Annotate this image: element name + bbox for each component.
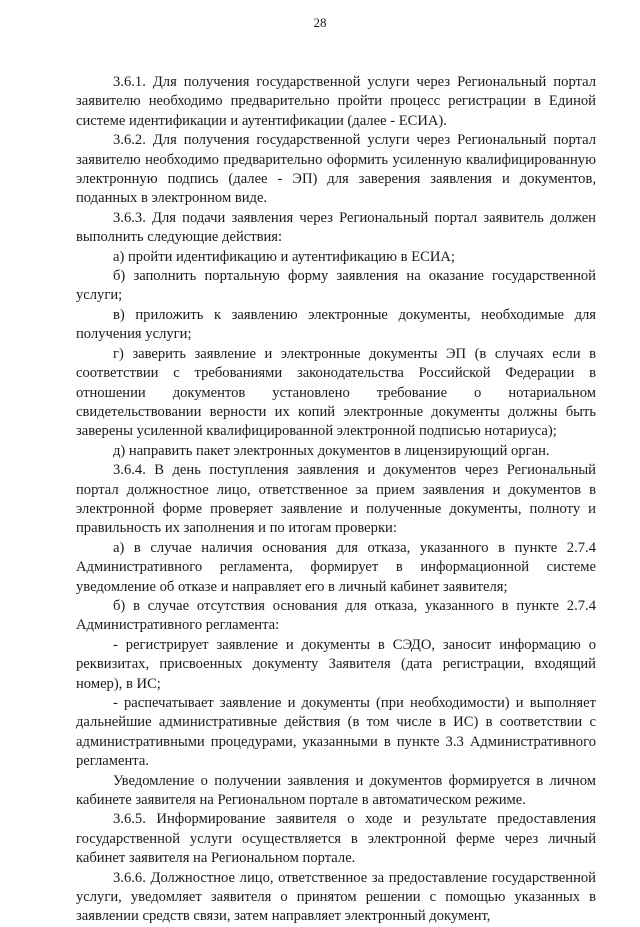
document-body — [76, 73, 596, 927]
paragraph-3-6-6: 3.6.6. Должностное лицо, ответственное за предоставление государственной услуги, уведомляет заявителя о принятом решении с помощью указанных в заявлении средств связи, затем направляет электронный документ, — [76, 869, 596, 925]
paragraph-3-6-5: 3.6.5. Информирование заявителя о ходе и результате предоставления государственной услуги осуществляется в электронной ферме через личный кабинет заявителя на Региональном портале. — [76, 811, 596, 867]
list-item-a: а) пройти идентификацию и аутентификацию в ЕСИА; — [113, 248, 455, 265]
list-item-d: д) направить пакет электронных документов в лицензирующий орган. — [113, 442, 550, 459]
list-item-v: в) приложить к заявлению электронные документы, необходимые для получения услуги; — [76, 306, 596, 343]
list-item-g: г) заверить заявление и электронные документы ЭП (в случаях если в соответствии с требованиями законодательства Российской Федерации в отношении документов установлено требование о нотариальном свидетельствовании верности их копий электронные документы должны быть заверены усиленной квалифицированной электронной подписью нотариуса); — [76, 345, 596, 440]
list-item-b: б) заполнить портальную форму заявления на оказание государственной услуги; — [76, 268, 596, 304]
dash-item-register: - регистрирует заявление и документы в СЭДО, заносит информацию о реквизитах, присвоенных документу Заявителя (дата регистрации, входящий номер), в ИС; — [76, 636, 596, 692]
paragraph-3-6-3: 3.6.3. Для подачи заявления через Региональный портал заявитель должен выполнить следующие действия: — [76, 209, 596, 246]
page-number: 28 — [313, 15, 327, 30]
list-item-b-no-refusal: б) в случае отсутствия основания для отказа, указанного в пункте 2.7.4 Административного регламента: — [76, 597, 596, 634]
list-item-a-refusal: а) в случае наличия основания для отказа, указанного в пункте 2.7.4 Административного регламента, формирует в информационной системе уведомление об отказе и направляет его в личный кабинет заявителя; — [76, 539, 596, 595]
paragraph-3-6-2: 3.6.2. Для получения государственной услуги через Региональный портал заявителю необходимо предварительно оформить усиленную квалифицированную электронную подпись (далее - ЭП) для заверения заявления и документов, поданных в электронном виде. — [76, 132, 596, 207]
paragraph-3-6-4: 3.6.4. В день поступления заявления и документов через Региональный портал должностное лицо, ответственное за прием заявления и документов в электронной форме проверяет заявление и полученные документы, полноту и правильность их заполнения и по итогам проверки: — [76, 462, 596, 537]
paragraph-3-6-1: 3.6.1. Для получения государственной услуги через Региональный портал заявителю необходимо предварительно пройти процесс регистрации в Единой системе идентификации и аутентификации (далее - ЕСИА). — [76, 74, 596, 129]
paragraph-notification: Уведомление о получении заявления и документов формируется в личном кабинете заявителя на Региональном портале в автоматическом режиме. — [76, 772, 596, 809]
dash-item-print: - распечатывает заявление и документы (при необходимости) и выполняет дальнейшие административные действия (в том числе в ИС) в соответствии с административными процедурами, указанными в пункте 3.3 Административного регламента. — [76, 695, 596, 770]
